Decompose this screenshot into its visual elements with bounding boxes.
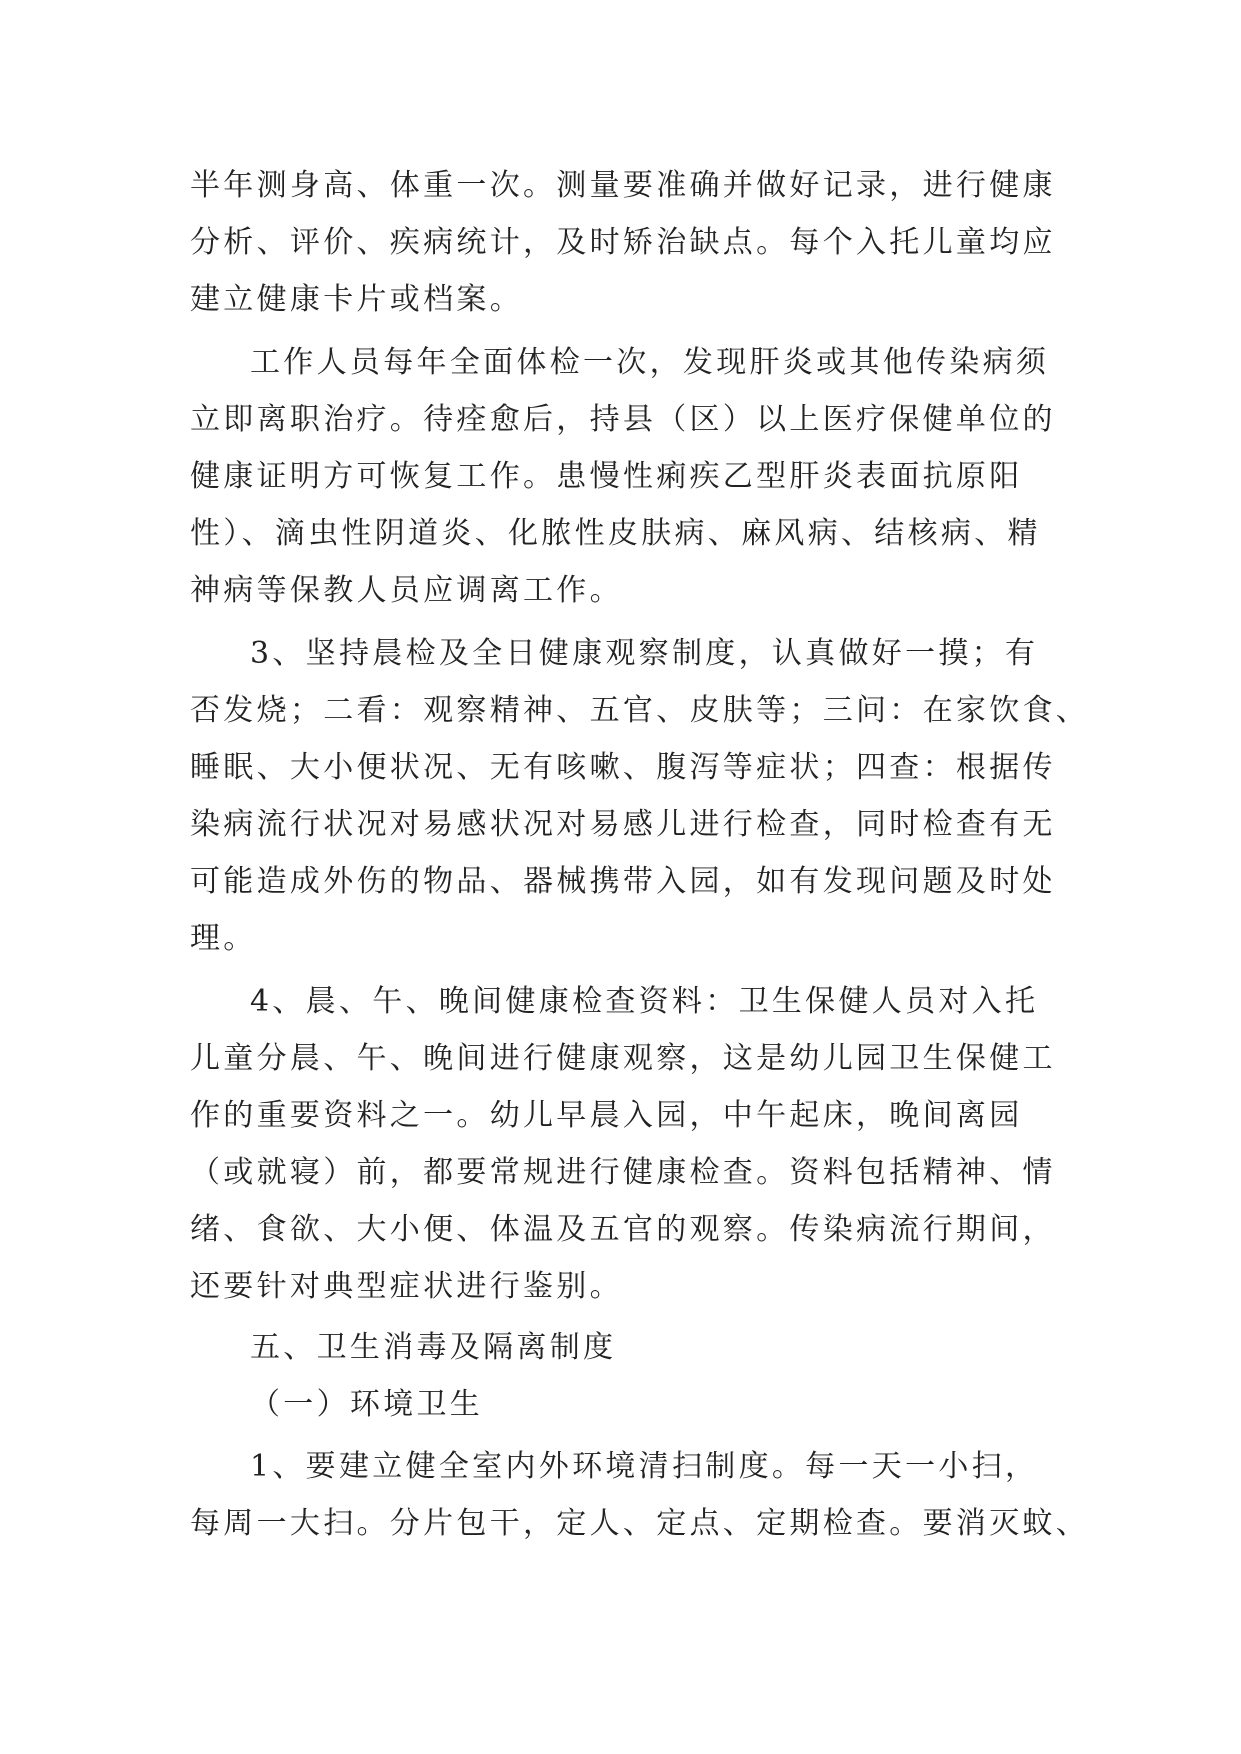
text-line: 可能造成外伤的物品、器械携带入园，如有发现问题及时处 (190, 864, 1056, 899)
text-line: 性）、滴虫性阴道炎、化脓性皮肤病、麻风病、结核病、精 (190, 516, 1041, 551)
text-line: 每周一大扫。分片包干，定人、定点、定期检查。要消灭蚊、 (190, 1506, 1090, 1541)
subsection-heading: （一）环境卫生 (250, 1387, 484, 1422)
text-line: 立即离职治疗。待痊愈后，持县（区）以上医疗保健单位的 (190, 402, 1056, 437)
text-line: 半年测身高、体重一次。测量要准确并做好记录，进行健康 (190, 168, 1056, 203)
text-line: 神病等保教人员应调离工作。 (190, 573, 623, 608)
text-line: 否发烧；二看：观察精神、五官、皮肤等；三问：在家饮食、 (190, 693, 1090, 728)
text-line: 儿童分晨、午、晚间进行健康观察，这是幼儿园卫生保健工 (190, 1041, 1056, 1076)
text-line: 睡眠、大小便状况、无有咳嗽、腹泻等症状；四查：根据传 (190, 750, 1056, 785)
text-line: 还要针对典型症状进行鉴别。 (190, 1269, 623, 1304)
text-line: （或就寝）前，都要常规进行健康检查。资料包括精神、情 (190, 1155, 1056, 1190)
text-line: 分析、评价、疾病统计，及时矫治缺点。每个入托儿童均应 (190, 225, 1056, 260)
paragraph-first-line: 工作人员每年全面体检一次，发现肝炎或其他传染病须 (250, 345, 1050, 380)
text-line: 作的重要资料之一。幼儿早晨入园，中午起床，晚间离园 (190, 1098, 1023, 1133)
paragraph-first-line: 1、要建立健全室内外环境清扫制度。每一天一小扫， (250, 1449, 1039, 1484)
text-line: 理。 (190, 921, 257, 956)
paragraph-first-line: 4、晨、午、晚间健康检查资料：卫生保健人员对入托 (250, 984, 1039, 1019)
paragraph-first-line: 3、坚持晨检及全日健康观察制度，认真做好一摸；有 (250, 636, 1039, 671)
text-line: 绪、食欲、大小便、体温及五官的观察。传染病流行期间， (190, 1212, 1056, 1247)
text-line: 建立健康卡片或档案。 (190, 282, 523, 317)
text-line: 健康证明方可恢复工作。患慢性痢疾乙型肝炎表面抗原阳 (190, 459, 1023, 494)
text-line: 染病流行状况对易感状况对易感儿进行检查，同时检查有无 (190, 807, 1056, 842)
section-heading: 五、卫生消毒及隔离制度 (250, 1330, 617, 1365)
